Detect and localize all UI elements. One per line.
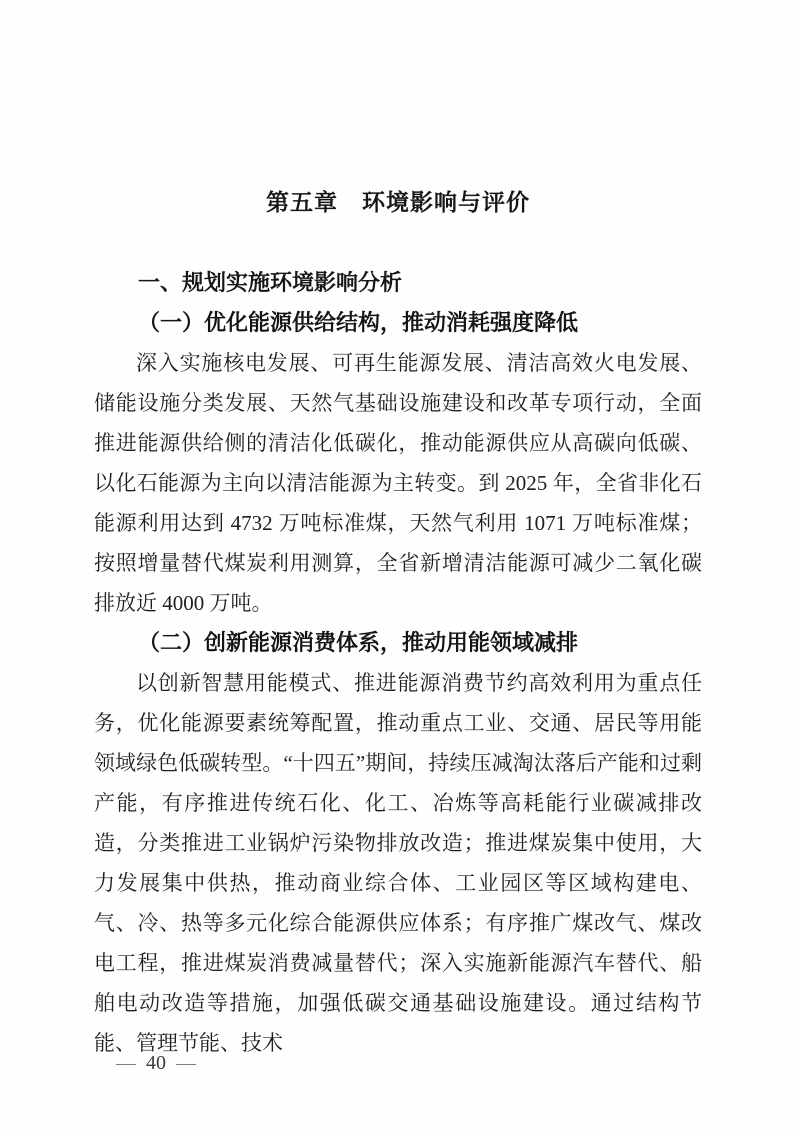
page-number-dash-right: —	[176, 1052, 196, 1074]
subsection-heading-2: （二）创新能源消费体系，推动用能领域减排	[138, 630, 579, 655]
page-number	[96, 1024, 196, 1102]
paragraph-2: 以创新智慧用能模式、推进能源消费节约高效利用为重点任务，优化能源要素统筹配置，推动重点工业、交通、居民等用能领域绿色低碳转型。“十四五”期间，持续压减淘汰落后产能和过剩产能，有序推进传统石化、化工、冶炼等高耗能行业碳减排改造，分类推进工业锅炉污染物排放改造；推进煤炭集中使用，大力发展集中供热，推动商业综合体、工业园区等区域构建电、气、冷、热等多元化综合能源供应体系；有序推广煤改气、煤改电工程，推进煤炭消费减量替代；深入实施新能源汽车替代、船舶电动改造等措施，加强低碳交通基础设施建设。通过结构节能、管理节能、技术	[94, 671, 702, 1055]
section-heading-1: 一、规划实施环境影响分析	[138, 270, 403, 295]
page-content	[94, 182, 702, 1063]
paragraph-1: 深入实施核电发展、可再生能源发展、清洁高效火电发展、储能设施分类发展、天然气基础设施建设和改革专项行动，全面推进能源供给侧的清洁化低碳化，推动能源供应从高碳向低碳、以化石能源为主向以清洁能源为主转变。到 2025 年，全省非化石能源利用达到 4732 万吨标准煤，天然气利用 1071 万吨标准煤；按照增量替代煤炭利用测算，全省新增清洁能源可减少二氧化碳排放近 4000 万吨。	[94, 351, 702, 615]
page-number-dash-left: —	[116, 1052, 136, 1074]
chapter-title: 第五章 环境影响与评价	[266, 189, 530, 215]
subsection-heading-1: （一）优化能源供给结构，推动消耗强度降低	[138, 310, 579, 335]
page-number-value: 40	[146, 1052, 166, 1074]
